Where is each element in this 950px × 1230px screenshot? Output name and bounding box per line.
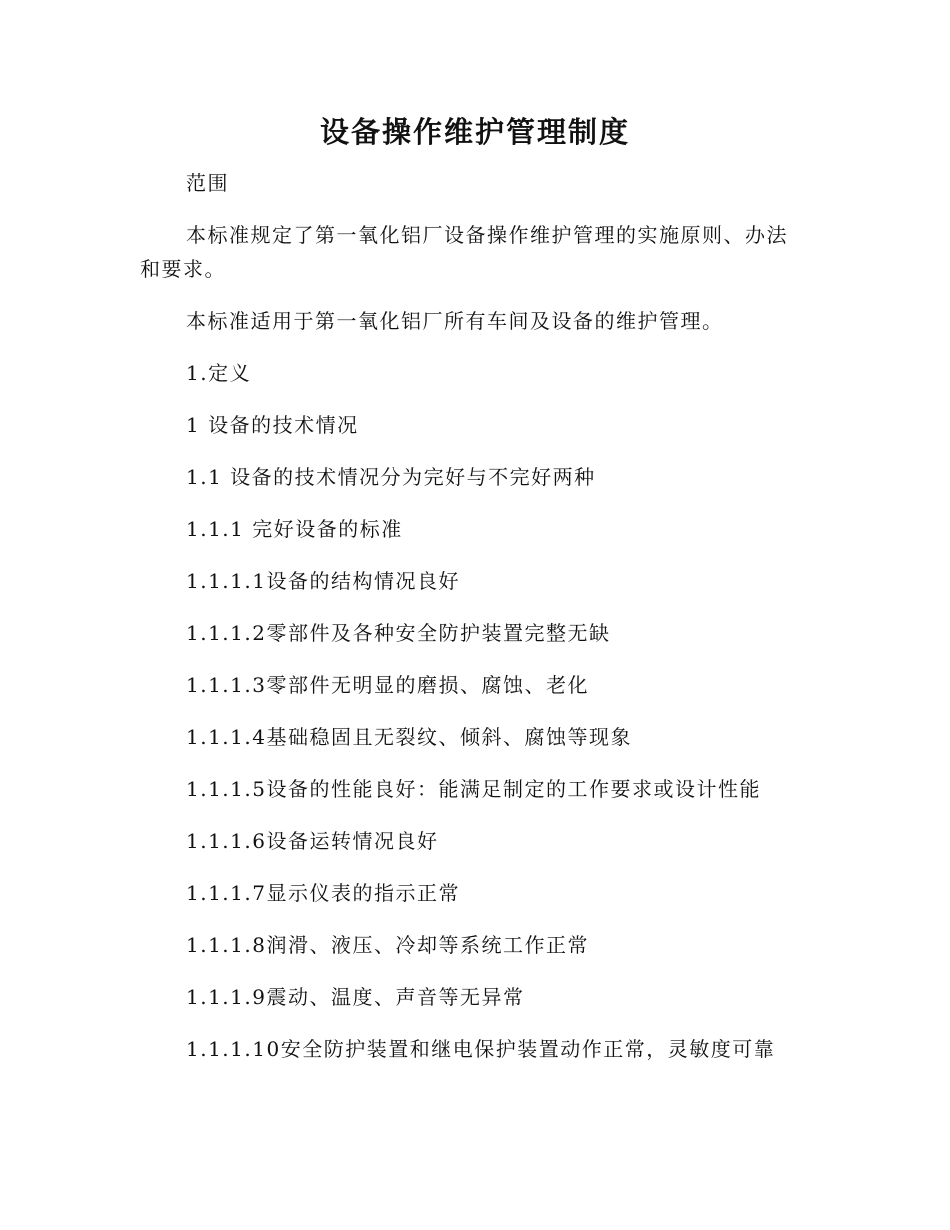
section-heading-definition: 1.定义	[186, 361, 252, 385]
clause-1-1-1-5: 1.1.1.5设备的性能良好：能满足制定的工作要求或设计性能	[186, 777, 761, 801]
clause-1-1-1-2: 1.1.1.2零部件及各种安全防护装置完整无缺	[186, 621, 611, 645]
clause-1-1-1: 1.1.1 完好设备的标准	[186, 517, 403, 541]
document-body	[140, 166, 800, 1066]
clause-1-1-1-7: 1.1.1.7显示仪表的指示正常	[186, 881, 460, 905]
clause-1-1-1-6: 1.1.1.6设备运转情况良好	[186, 829, 439, 853]
clause-1-1-1-10: 1.1.1.10安全防护装置和继电保护装置动作正常，灵敏度可靠	[186, 1037, 776, 1061]
document-title: 设备操作维护管理制度	[319, 115, 630, 149]
clause-1-1-1-9: 1.1.1.9震动、温度、声音等无异常	[186, 985, 525, 1009]
clause-1-1-1-1: 1.1.1.1设备的结构情况良好	[186, 569, 460, 593]
clause-1-1-1-3: 1.1.1.3零部件无明显的磨损、腐蚀、老化	[186, 673, 589, 697]
paragraph-standard-applicability: 本标准适用于第一氧化铝厂所有车间及设备的维护管理。	[186, 309, 724, 333]
paragraph-standard-content: 本标准规定了第一氧化铝厂设备操作维护管理的实施原则、办法和要求。	[140, 223, 788, 281]
clause-1-1: 1.1 设备的技术情况分为完好与不完好两种	[186, 465, 596, 489]
clause-1-1-1-4: 1.1.1.4基础稳固且无裂纹、倾斜、腐蚀等现象	[186, 725, 632, 749]
paragraph-scope: 范围	[186, 171, 229, 195]
section-heading-technical-condition: 1 设备的技术情况	[186, 413, 359, 437]
clause-1-1-1-8: 1.1.1.8润滑、液压、冷却等系统工作正常	[186, 933, 589, 957]
